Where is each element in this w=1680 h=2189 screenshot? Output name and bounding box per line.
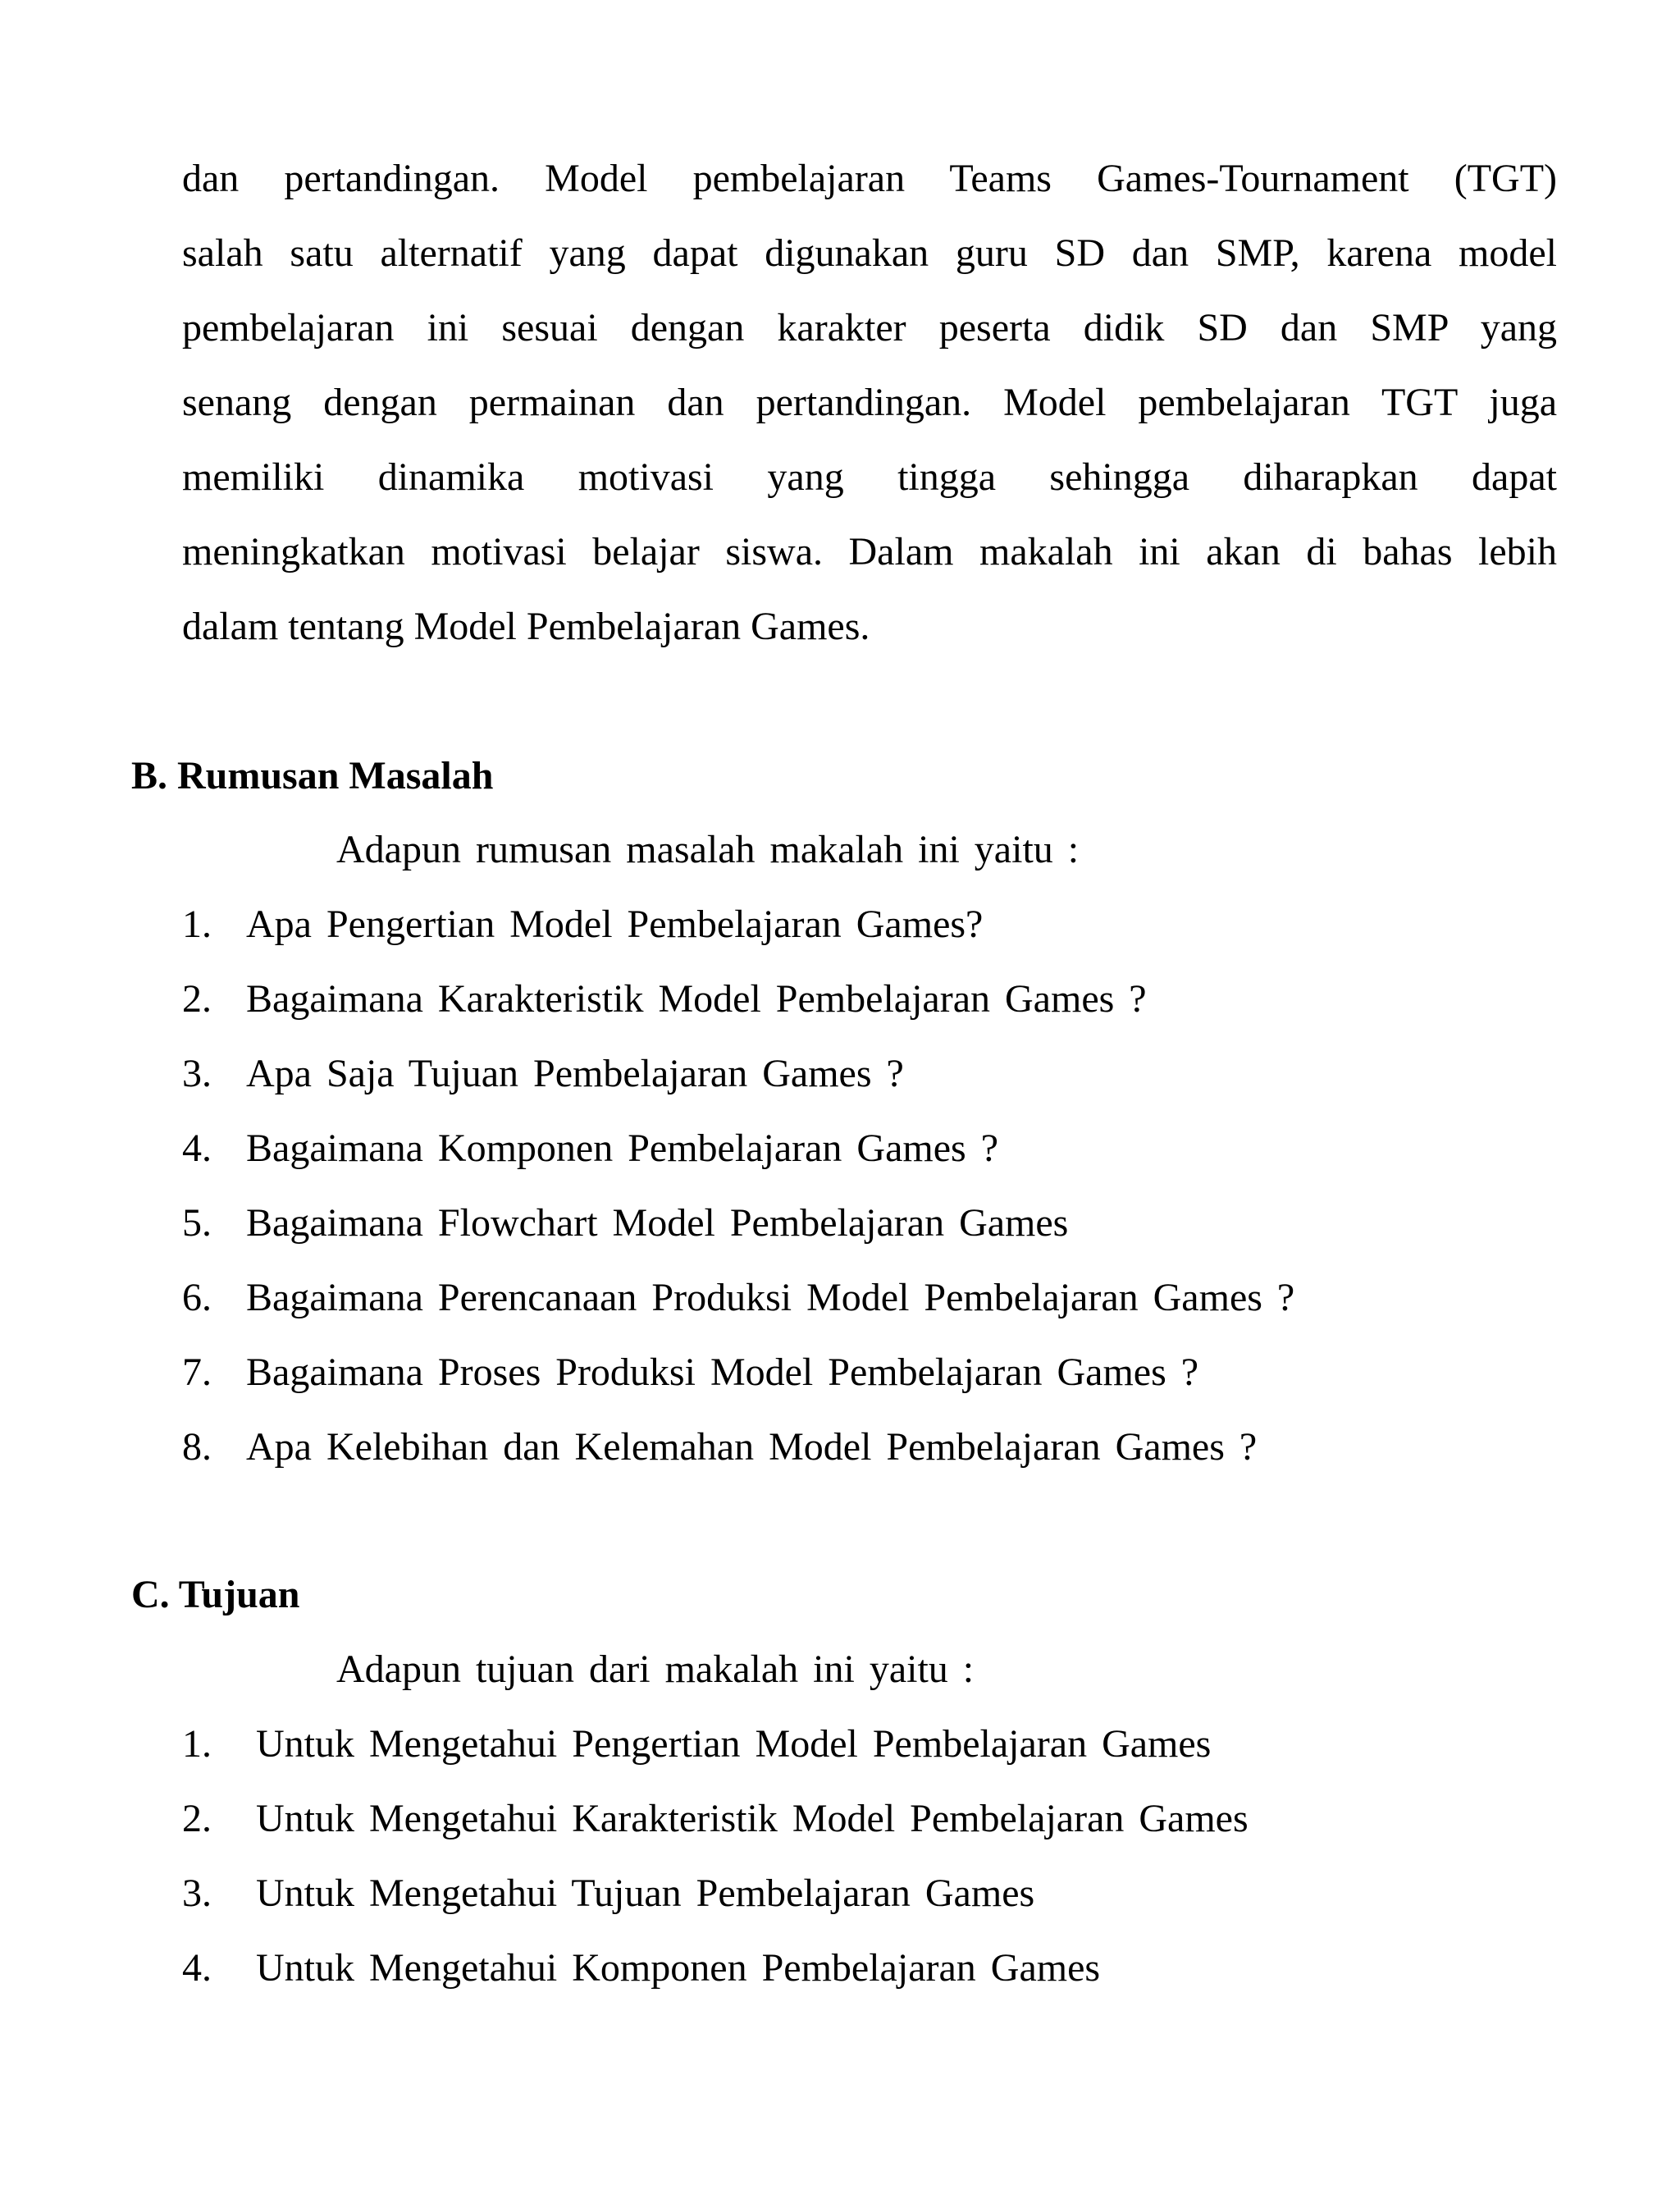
paragraph-line: salah satu alternatif yang dapat digunakan guru SD dan SMP, karena model	[182, 231, 1557, 275]
list-number: 3.	[182, 1052, 212, 1095]
paragraph-line: pembelajaran ini sesuai dengan karakter peserta didik SD dan SMP yang	[182, 306, 1557, 350]
paragraph-line: dan pertandingan. Model pembelajaran Teams Games-Tournament (TGT)	[182, 157, 1557, 200]
section-intro: Adapun rumusan masalah makalah ini yaitu :	[336, 828, 1080, 871]
list-number: 4.	[182, 1946, 212, 1990]
list-text: Apa Kelebihan dan Kelemahan Model Pembelajaran Games ?	[246, 1425, 1258, 1469]
list-text: Untuk Mengetahui Tujuan Pembelajaran Games	[256, 1871, 1035, 1915]
list-text: Bagaimana Komponen Pembelajaran Games ?	[246, 1126, 999, 1170]
paragraph-line: dalam tentang Model Pembelajaran Games.	[182, 605, 870, 648]
list-text: Bagaimana Perencanaan Produksi Model Pembelajaran Games ?	[246, 1276, 1295, 1319]
list-text: Apa Pengertian Model Pembelajaran Games?	[246, 903, 984, 946]
list-text: Untuk Mengetahui Pengertian Model Pembelajaran Games	[256, 1722, 1212, 1766]
list-text: Bagaimana Proses Produksi Model Pembelajaran Games ?	[246, 1350, 1199, 1394]
paragraph-line: senang dengan permainan dan pertandingan. Model pembelajaran TGT juga	[182, 381, 1557, 424]
list-number: 4.	[182, 1126, 212, 1170]
list-number: 2.	[182, 977, 212, 1021]
list-text: Bagaimana Karakteristik Model Pembelajaran Games ?	[246, 977, 1147, 1021]
list-number: 1.	[182, 903, 212, 946]
list-number: 7.	[182, 1350, 212, 1394]
section-heading: B. Rumusan Masalah	[131, 754, 494, 797]
list-number: 1.	[182, 1722, 212, 1766]
list-number: 3.	[182, 1871, 212, 1915]
section-heading: C. Tujuan	[131, 1573, 300, 1616]
list-number: 2.	[182, 1797, 212, 1840]
list-number: 8.	[182, 1425, 212, 1469]
list-text: Apa Saja Tujuan Pembelajaran Games ?	[246, 1052, 904, 1095]
list-text: Bagaimana Flowchart Model Pembelajaran Games	[246, 1201, 1069, 1245]
section-intro: Adapun tujuan dari makalah ini yaitu :	[336, 1647, 975, 1691]
list-number: 6.	[182, 1276, 212, 1319]
list-text: Untuk Mengetahui Karakteristik Model Pembelajaran Games	[256, 1797, 1249, 1840]
list-number: 5.	[182, 1201, 212, 1245]
paragraph-line: memiliki dinamika motivasi yang tingga sehingga diharapkan dapat	[182, 455, 1557, 499]
list-text: Untuk Mengetahui Komponen Pembelajaran Games	[256, 1946, 1101, 1990]
paragraph-line: meningkatkan motivasi belajar siswa. Dalam makalah ini akan di bahas lebih	[182, 530, 1557, 574]
